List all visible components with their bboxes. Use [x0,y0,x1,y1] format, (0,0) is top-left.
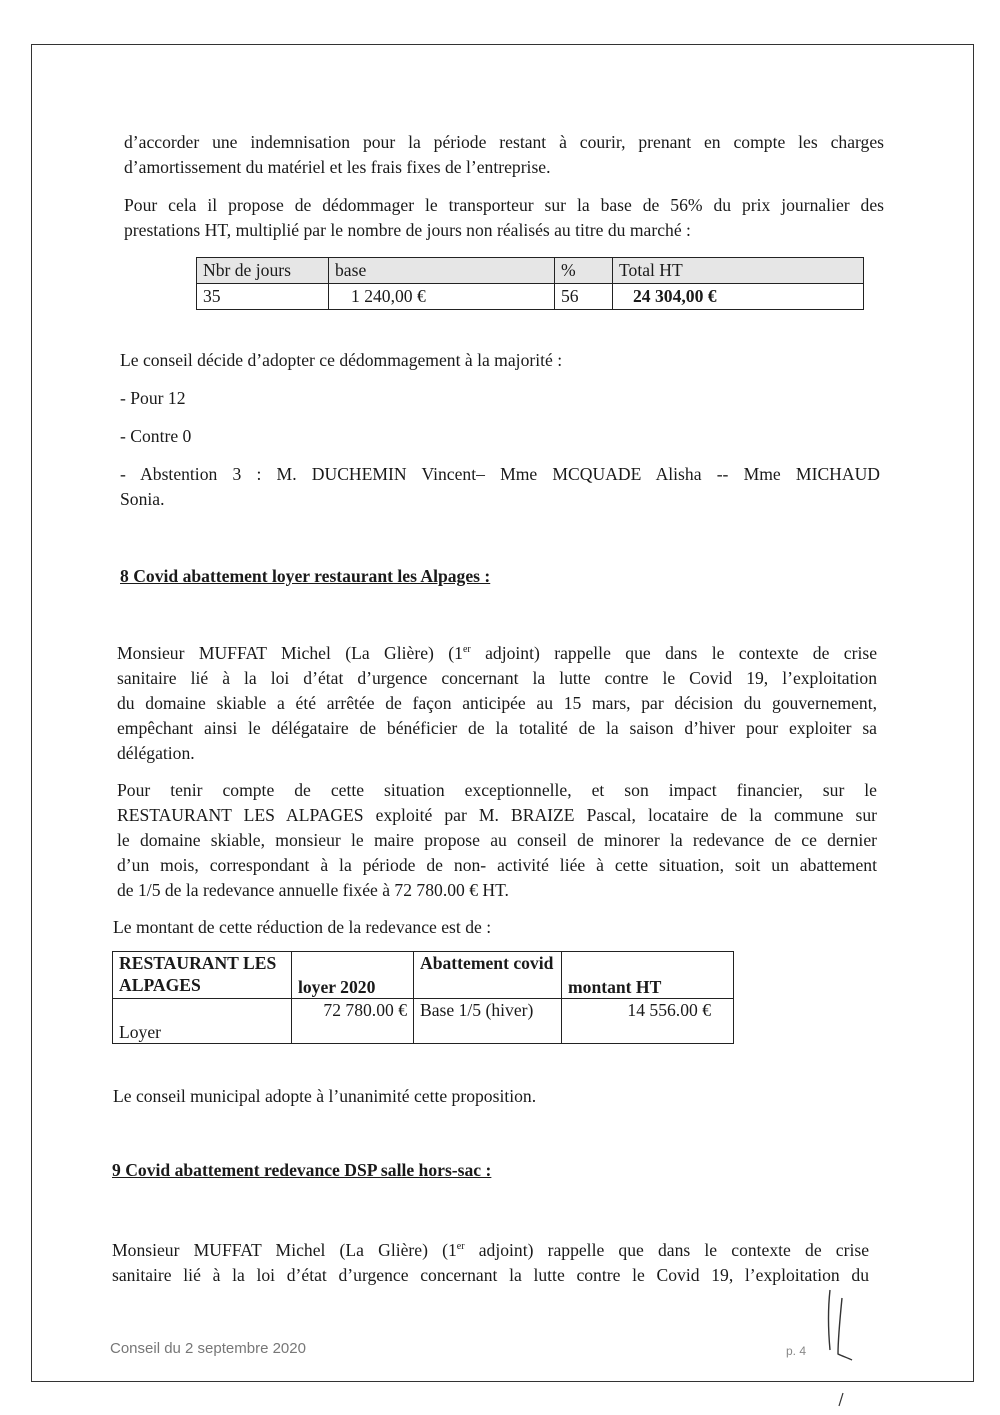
section-8-paragraph-2 [117,778,877,903]
text-line: le domaine skiable, monsieur le maire propose au conseil de minorer la redevance de ce dernier [117,830,877,850]
section-8-paragraph-3: Le montant de cette réduction de la redevance est de : [113,917,492,937]
text-line: Pour tenir compte de cette situation exceptionnelle, et son impact financier, sur le [117,780,877,800]
superscript: er [462,644,471,656]
vote-intro: Le conseil décide d’adopter ce dédommagement à la majorité : [120,350,563,370]
text-line: Pour cela il propose de dédommager le transporteur sur la base de 56% du prix journalier des [124,195,884,215]
text-line: d’accorder une indemnisation pour la période restant à courir, prenant en compte les charges [124,132,884,152]
table-cell: 72 780.00 € [292,999,414,1044]
text-line: délégation. [117,743,195,763]
text-line: Sonia. [120,489,165,509]
text-line: RESTAURANT LES ALPAGES exploité par M. BRAIZE Pascal, locataire de la commune sur [117,805,877,825]
table-cell: 14 556.00 € [562,999,734,1044]
table-header-cell: base [329,258,555,284]
table-header-row [197,258,864,284]
rent-reduction-table [112,951,734,1044]
section-8-heading: 8 Covid abattement loyer restaurant les Alpages : [120,566,491,586]
table-row [113,999,734,1044]
text-fragment: adjoint) rappelle que dans le contexte de crise [464,1240,870,1260]
text-line: de 1/5 de la redevance annuelle fixée à 72 780.00 € HT. [117,880,509,900]
table-cell: 56 [555,284,613,310]
text-line: sanitaire lié à la loi d’état d’urgence concernant la lutte contre le Covid 19, l’exploitation [117,668,877,688]
handwritten-initials [822,1288,862,1368]
text-fragment: adjoint) rappelle que dans le contexte de crise [470,643,878,663]
table-header-cell: Abattement covid [414,952,562,999]
section-9-heading: 9 Covid abattement redevance DSP salle hors-sac : [112,1160,492,1180]
superscript: er [456,1241,465,1253]
table-header-cell: Nbr de jours [197,258,329,284]
text-line [117,641,877,666]
section-9-paragraph-1 [112,1238,869,1288]
text-line: sanitaire lié à la loi d’état d’urgence concernant la lutte contre le Covid 19, l’exploitation du [112,1265,869,1285]
section-8-paragraph-1 [117,641,877,766]
text-line: - Abstention 3 : M. DUCHEMIN Vincent– Mme MCQUADE Alisha -- Mme MICHAUD [120,464,880,484]
text-line: du domaine skiable a été arrêtée de façon anticipée au 15 mars, par décision du gouvernement, [117,693,877,713]
section-8-decision: Le conseil municipal adopte à l’unanimité cette proposition. [113,1086,537,1106]
text-line [112,1238,869,1263]
text-line: prestations HT, multiplié par le nombre de jours non réalisés au titre du marché : [124,220,691,240]
text-line: d’un mois, correspondant à la période de non- activité liée à cette situation, soit un abattement [117,855,877,875]
vote-abstention [120,462,880,512]
table-header-row [113,952,734,999]
text-fragment: Monsieur MUFFAT Michel (La Glière) (1 [112,1240,457,1260]
pen-mark [836,1392,846,1408]
table-header-cell: Total HT [613,258,864,284]
table-header-cell: RESTAURANT LES ALPAGES [113,952,292,999]
table-cell: 35 [197,284,329,310]
text-line: d’amortissement du matériel et les frais fixes de l’entreprise. [124,157,551,177]
table-header-cell: % [555,258,613,284]
footer-meeting-date: Conseil du 2 septembre 2020 [110,1340,306,1357]
compensation-table [196,257,864,310]
text-line: empêchant ainsi le délégataire de bénéficier de la totalité de la saison d’hiver pour exploiter sa [117,718,877,738]
table-header-cell: loyer 2020 [292,952,414,999]
intro-paragraph-2 [124,193,884,243]
table-cell: Base 1/5 (hiver) [414,999,562,1044]
table-cell: Loyer [113,999,292,1044]
vote-contre: - Contre 0 [120,426,192,446]
intro-paragraph-1 [124,130,884,180]
table-row [197,284,864,310]
table-cell: 24 304,00 € [613,284,864,310]
table-header-cell: montant HT [562,952,734,999]
table-cell: 1 240,00 € [329,284,555,310]
footer-page-number: p. 4 [786,1344,807,1358]
text-fragment: Monsieur MUFFAT Michel (La Glière) (1 [117,643,463,663]
vote-pour: - Pour 12 [120,388,186,408]
